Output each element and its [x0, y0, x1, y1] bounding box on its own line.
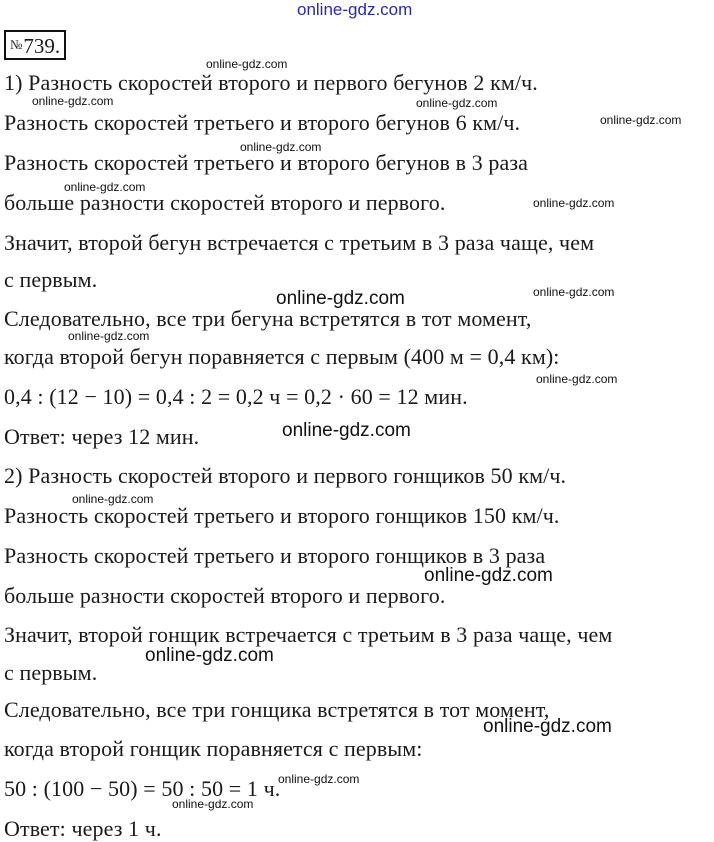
- watermark-small: online-gdz.com: [240, 140, 322, 154]
- part2-line-9: 50 : (100 − 50) = 50 : 50 = 1 ч.: [4, 776, 281, 801]
- part2-line-8: когда второй гонщик поравняется с первым:: [4, 736, 423, 761]
- watermark-small: online-gdz.com: [64, 180, 146, 194]
- part1-line-2: Разность скоростей третьего и второго бегунов 6 км/ч.: [4, 110, 521, 135]
- part2-line-3: Разность скоростей третьего и второго гонщиков в 3 раза: [4, 543, 546, 568]
- part1-line-4: больше разности скоростей второго и первого.: [4, 190, 446, 215]
- part1-line-7: Следовательно, все три бегуна встретятся в тот момент,: [4, 306, 532, 331]
- watermark-large: online-gdz.com: [145, 645, 274, 666]
- part1-line-5: Значит, второй бегун встречается с третьим в 3 раза чаще, чем: [4, 230, 595, 255]
- part2-line-4: больше разности скоростей второго и первого.: [4, 583, 446, 608]
- part2-line-2: Разность скоростей третьего и второго гонщиков 150 км/ч.: [4, 503, 560, 528]
- part2-line-5: Значит, второй гонщик встречается с третьим в 3 раза чаще, чем: [4, 622, 613, 647]
- watermark-large: online-gdz.com: [282, 420, 411, 441]
- part1-line-10: Ответ: через 12 мин.: [4, 424, 200, 449]
- watermark-small: online-gdz.com: [172, 797, 254, 811]
- watermark-small: online-gdz.com: [536, 372, 618, 386]
- watermark-small: online-gdz.com: [533, 196, 615, 210]
- watermark-small: online-gdz.com: [600, 113, 682, 127]
- part2-line-7: Следовательно, все три гонщика встретятся в тот момент,: [4, 697, 550, 722]
- part2-line-6: с первым.: [4, 660, 98, 685]
- watermark-small: online-gdz.com: [72, 492, 154, 506]
- problem-number-value: 739.: [23, 34, 61, 58]
- part2-line-10: Ответ: через 1 ч.: [4, 816, 162, 841]
- number-sign: №: [10, 37, 23, 52]
- top-watermark: online-gdz.com: [297, 0, 413, 19]
- problem-number: [4, 30, 66, 60]
- watermark-small: online-gdz.com: [68, 329, 150, 343]
- part1-line-1: 1) Разность скоростей второго и первого бегунов 2 км/ч.: [4, 70, 538, 95]
- watermark-small: online-gdz.com: [32, 94, 114, 108]
- part1-line-9: 0,4 : (12 − 10) = 0,4 : 2 = 0,2 ч = 0,2 · 60 = 12 мин.: [4, 384, 468, 409]
- part1-line-8: когда второй бегун поравняется с первым (400 м = 0,4 км):: [4, 344, 560, 369]
- watermark-small: online-gdz.com: [278, 772, 360, 786]
- part1-line-6: с первым.: [4, 267, 98, 292]
- watermark-large: online-gdz.com: [483, 716, 612, 737]
- part1-line-3: Разность скоростей третьего и второго бегунов в 3 раза: [4, 150, 529, 175]
- watermark-small: online-gdz.com: [206, 57, 288, 71]
- part2-line-1: 2) Разность скоростей второго и первого гонщиков 50 км/ч.: [4, 463, 567, 488]
- watermark-large: online-gdz.com: [276, 288, 405, 309]
- watermark-small: online-gdz.com: [533, 285, 615, 299]
- watermark-large: online-gdz.com: [424, 565, 553, 586]
- watermark-small: online-gdz.com: [416, 96, 498, 110]
